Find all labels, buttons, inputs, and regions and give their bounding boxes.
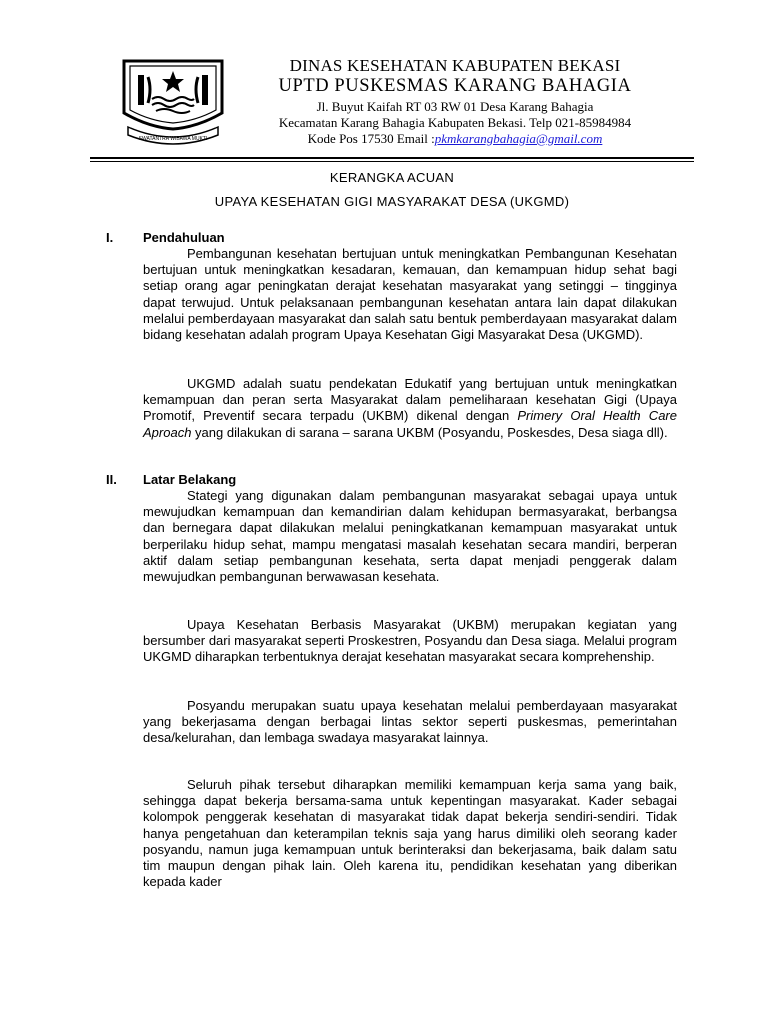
paragraph: Pembangunan kesehatan bertujuan untuk meningkatkan Pembangunan Kesehatan bertujuan untuk meningkatkan kesadaran, kemauan, dan kemampuan hidup sehat bagi setiap orang agar peningkatan derajat kesehatan masyarakat yang setinggi – tingginya dapat terwujud. Untuk pelaksanaan pembangunan kesehatan antara lain dapat dilakukan melalui pemberdayaan masyarakat dan salah satu bentuk pemberdayaan masyarakat dalam bidang kesehatan adalah program Upaya Kesehatan Gigi Masyarakat Desa (UKGMD). xyxy=(143,246,677,343)
paragraph: Seluruh pihak tersebut diharapkan memiliki kemampuan kerja sama yang baik, sehingga dapat bekerja bersama-sama untuk kepentingan masyarakat. Kader sebagai kolompok penggerak kesehatan di masyarakat tidak dapat bekerja sendiri-sendiri. Tidak hanya pengetahuan dan keterampilan teknis saja yang harus dimiliki oleh seorang kader posyandu, namun juga kemampuan untuk berinteraksi dan bekerjasama, baik dalam satu tim maupun dengan pihak lain. Oleh karena itu, pendidikan kesehatan yang diberikan kepada kader xyxy=(143,777,677,890)
address-line-1: Jl. Buyut Kaifah RT 03 RW 01 Desa Karang Bahagia xyxy=(316,99,594,114)
header-divider xyxy=(90,157,694,159)
document-title: KERANGKA ACUAN xyxy=(329,170,455,185)
section-number: I. xyxy=(106,230,114,245)
paragraph: Upaya Kesehatan Berbasis Masyarakat (UKBM) merupakan kegiatan yang bersumber dari masyarakat seperti Proskestren, Posyandu dan Desa siaga. Melalui program UKGMD diharapkan terbentuknya derajat kesehatan masyarakat secara komprehenship. xyxy=(143,617,677,665)
unit-name: UPTD PUSKESMAS KARANG BAHAGIA xyxy=(278,76,632,96)
section-heading: Latar Belakang xyxy=(143,472,237,487)
section-heading: Pendahuluan xyxy=(143,230,225,245)
document-subtitle: UPAYA KESEHATAN GIGI MASYARAKAT DESA (UKGMD) xyxy=(214,194,570,209)
paragraph: Posyandu merupakan suatu upaya kesehatan melalui pemberdayaan masyarakat yang bekerjasama dengan berbagai lintas sektor seperti puskesmas, pemerintahan desa/kelurahan, dan lembaga swadaya masyarakat lainnya. xyxy=(143,698,677,746)
agency-name: DINAS KESEHATAN KABUPATEN BEKASI xyxy=(289,56,621,75)
italic-term: Primery Oral Health Care Aproach xyxy=(143,408,677,440)
postal-email-line xyxy=(230,131,680,147)
address-line-2: Kecamatan Karang Bahagia Kabupaten Bekasi. Telp 021-85984984 xyxy=(278,115,632,130)
paragraph: UKGMD adalah suatu pendekatan Edukatif yang bertujuan untuk meningkatkan kemampuan dan peran serta Masyarakat dalam pemeliharaan kesehatan Gigi (Upaya Promotif, Preventif secara terpadu (UKBM) dikenal dengan Primery Oral Health Care Aproach yang dilakukan di sarana – sarana UKBM (Posyandu, Poskesdes, Desa siaga dll). xyxy=(143,376,677,440)
section-number: II. xyxy=(106,472,117,487)
kabupaten-bekasi-logo xyxy=(118,55,228,150)
email-link[interactable]: pkmkarangbahagia@gmail.com xyxy=(434,131,603,146)
postal-prefix: Kode Pos 17530 Email : xyxy=(307,131,435,146)
paragraph: Stategi yang digunakan dalam pembangunan masyarakat sebagai upaya untuk mewujudkan kemampuan dan kemandirian dalam kehidupan bermasyarakat, berbangsa dan bernegara dapat dilakukan melalui peningkatkanan kemampuan masyarakat untuk berperilaku hidup sehat, mampu mengatasi masalah kesehatan secara mandiri, berperan aktif dalam setiap pembangunan kesehata, serta dapat menjadi penggerak dalam mewujudkan pembangunan berwawasan kesehata. xyxy=(143,488,677,585)
svg-text:SWATANTRA WIBAWA MUKTI: SWATANTRA WIBAWA MUKTI xyxy=(138,136,208,142)
header-divider-thin xyxy=(90,161,694,162)
